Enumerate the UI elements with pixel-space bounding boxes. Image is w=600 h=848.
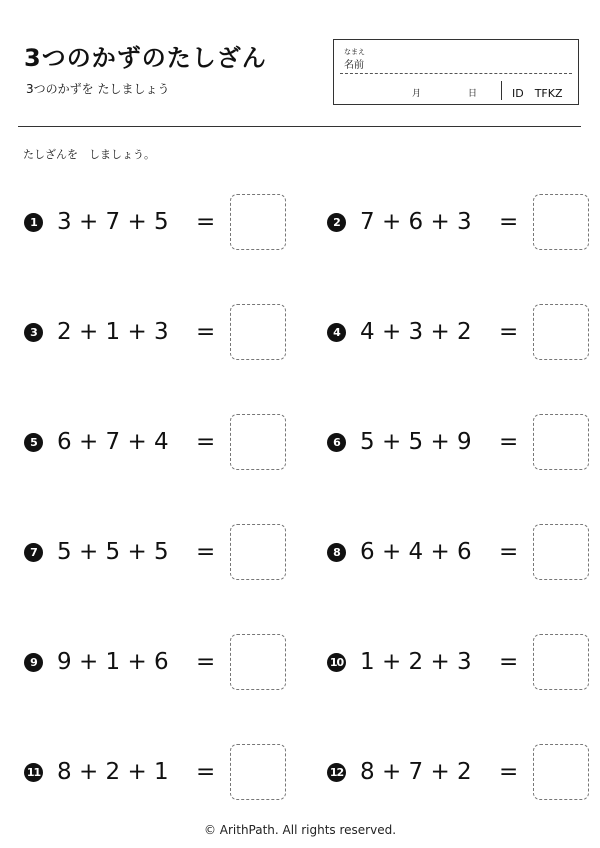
day-label: 日 <box>468 89 478 99</box>
page-subtitle: 3つのかずを たしましょう <box>26 82 170 96</box>
problem-6 <box>327 414 519 470</box>
answer-box[interactable] <box>230 304 286 360</box>
problem-2 <box>327 194 519 250</box>
answer-box[interactable] <box>533 524 589 580</box>
equals-sign: = <box>196 649 216 675</box>
problem-number: 11 <box>24 763 43 782</box>
problem-7 <box>24 524 216 580</box>
problem-expression: 5 + 5 + 5 <box>57 539 169 565</box>
problem-expression: 6 + 7 + 4 <box>57 429 169 455</box>
answer-box[interactable] <box>230 414 286 470</box>
name-ruby: なまえ <box>344 48 365 56</box>
problem-4 <box>327 304 519 360</box>
answer-box[interactable] <box>230 194 286 250</box>
problem-12 <box>327 744 519 800</box>
problem-10 <box>327 634 519 690</box>
problem-number: 6 <box>327 433 346 452</box>
problem-5 <box>24 414 216 470</box>
month-label: 月 <box>412 89 422 99</box>
problem-number: 9 <box>24 653 43 672</box>
problem-number: 7 <box>24 543 43 562</box>
problem-expression: 1 + 2 + 3 <box>360 649 472 675</box>
problem-number: 10 <box>327 653 346 672</box>
answer-box[interactable] <box>533 194 589 250</box>
problem-expression: 6 + 4 + 6 <box>360 539 472 565</box>
name-line <box>340 73 572 74</box>
name-label: 名前 <box>344 60 364 71</box>
problem-number: 12 <box>327 763 346 782</box>
answer-box[interactable] <box>230 634 286 690</box>
equals-sign: = <box>196 759 216 785</box>
header-rule <box>18 126 581 127</box>
problem-expression: 8 + 2 + 1 <box>57 759 169 785</box>
problem-number: 5 <box>24 433 43 452</box>
problem-expression: 2 + 1 + 3 <box>57 319 169 345</box>
worksheet-id: ID TFKZ <box>512 87 563 100</box>
problem-11 <box>24 744 216 800</box>
equals-sign: = <box>196 209 216 235</box>
problem-9 <box>24 634 216 690</box>
problem-8 <box>327 524 519 580</box>
problem-number: 3 <box>24 323 43 342</box>
equals-sign: = <box>499 759 519 785</box>
equals-sign: = <box>196 429 216 455</box>
problem-expression: 5 + 5 + 9 <box>360 429 472 455</box>
equals-sign: = <box>499 319 519 345</box>
answer-box[interactable] <box>230 524 286 580</box>
problem-number: 2 <box>327 213 346 232</box>
answer-box[interactable] <box>533 304 589 360</box>
equals-sign: = <box>499 649 519 675</box>
equals-sign: = <box>196 319 216 345</box>
answer-box[interactable] <box>533 634 589 690</box>
problem-number: 8 <box>327 543 346 562</box>
instruction-text: たしざんを しましょう。 <box>23 148 155 161</box>
problem-expression: 3 + 7 + 5 <box>57 209 169 235</box>
problem-expression: 7 + 6 + 3 <box>360 209 472 235</box>
copyright-footer: © ArithPath. All rights reserved. <box>203 823 397 837</box>
equals-sign: = <box>499 539 519 565</box>
problem-1 <box>24 194 216 250</box>
answer-box[interactable] <box>230 744 286 800</box>
problem-number: 4 <box>327 323 346 342</box>
answer-box[interactable] <box>533 744 589 800</box>
answer-box[interactable] <box>533 414 589 470</box>
name-date-box <box>333 39 579 105</box>
equals-sign: = <box>499 429 519 455</box>
problem-expression: 4 + 3 + 2 <box>360 319 472 345</box>
equals-sign: = <box>499 209 519 235</box>
divider <box>501 81 502 100</box>
problem-3 <box>24 304 216 360</box>
problem-number: 1 <box>24 213 43 232</box>
problem-expression: 9 + 1 + 6 <box>57 649 169 675</box>
problem-expression: 8 + 7 + 2 <box>360 759 472 785</box>
equals-sign: = <box>196 539 216 565</box>
page-title: 3つのかずのたしざん <box>24 44 267 72</box>
